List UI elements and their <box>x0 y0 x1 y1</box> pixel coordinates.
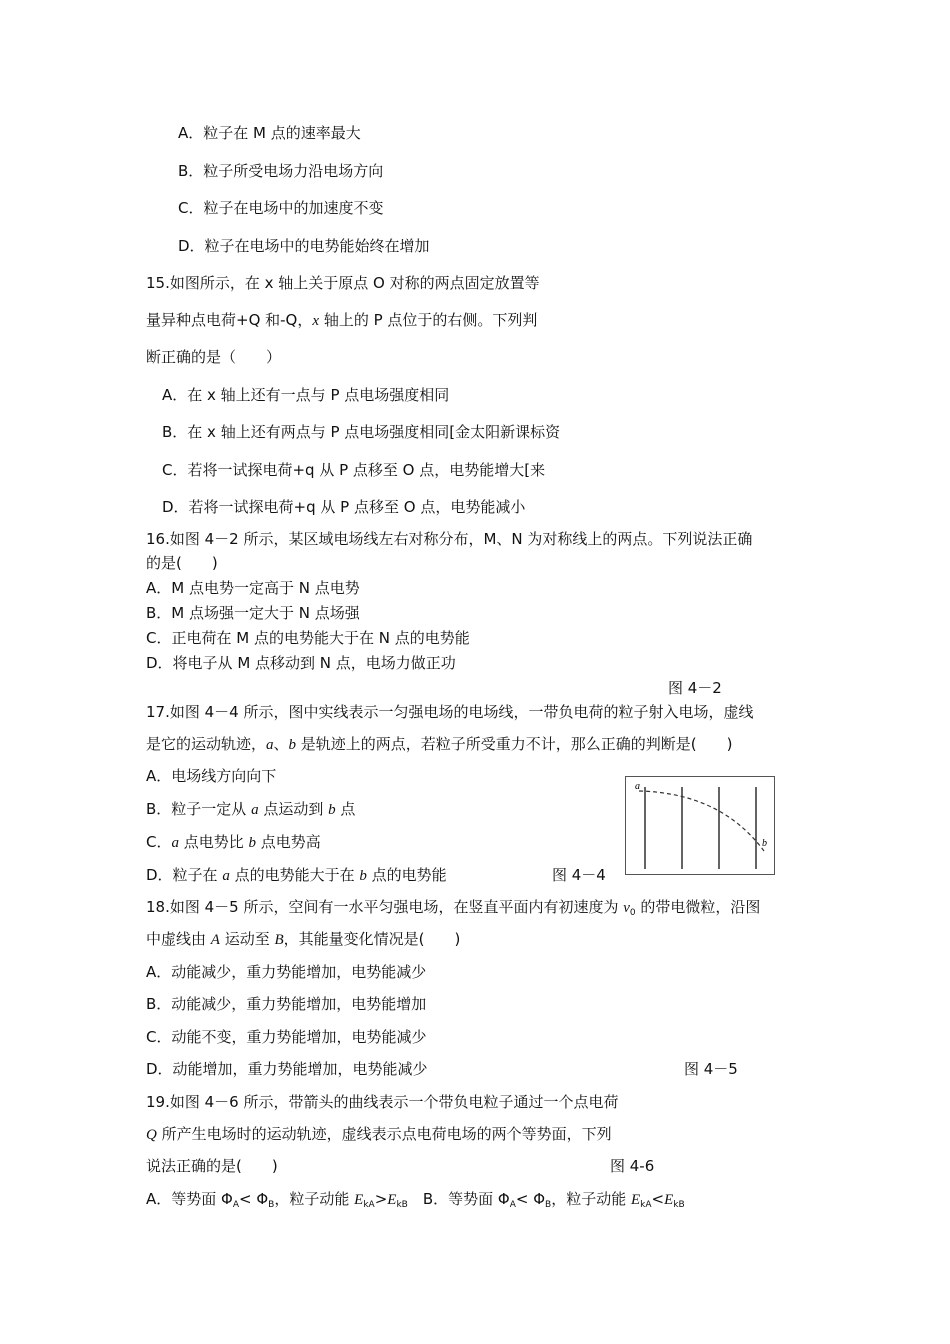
q18-stem-line1: 18.如图 4－5 所示，空间有一水平匀强电场，在竖直平面内有初速度为 $v_0$ 的带电微粒，沿图 <box>146 898 761 918</box>
q17-option-a: A．电场线方向向下 <box>146 767 277 785</box>
q16-stem-line2: 的是( ) <box>146 554 218 572</box>
q15-stem-line2: 量异种点电荷+Q 和-Q，x 轴上的 P 点位于的右侧。下列判 <box>146 311 538 329</box>
q18-figure-label: 图 4－5 <box>684 1060 738 1078</box>
q19-stem-line1: 19.如图 4－6 所示，带箭头的曲线表示一个带负电粒子通过一个点电荷 <box>146 1093 619 1111</box>
q19-figure-label: 图 4-6 <box>610 1157 655 1175</box>
q18-stem-line2: 中虚线由 A 运动至 B，其能量变化情况是( ) <box>146 930 461 948</box>
q15-stem-line1: 15.如图所示，在 x 轴上关于原点 O 对称的两点固定放置等 <box>146 274 540 292</box>
q16-option-b: B．M 点场强一定大于 N 点场强 <box>146 604 360 622</box>
q19-options-ab: A．等势面 $\Phi_A< \Phi_B$，粒子动能 $E_{kA}>E_{kB}$ B．等势面 $\Phi_A< \Phi_B$，粒子动能 $E_{kA}<E_{kB}$ <box>146 1190 685 1210</box>
figure-4-4 <box>625 776 775 875</box>
q16-option-c: C．正电荷在 M 点的电势能大于在 N 点的电势能 <box>146 629 470 647</box>
q17-stem-line2: 是它的运动轨迹，a、b 是轨迹上的两点，若粒子所受重力不计，那么正确的判断是( ) <box>146 735 733 753</box>
q18-option-a: A．动能减少，重力势能增加，电势能减少 <box>146 963 427 981</box>
q16-option-a: A．M 点电势一定高于 N 点电势 <box>146 579 360 597</box>
point-a-label: a <box>635 781 640 792</box>
point-b-label: b <box>762 838 767 849</box>
q17-option-c: C．a 点电势比 b 点电势高 <box>146 833 321 851</box>
q18-option-d: D．动能增加，重力势能增加，电势能减少 <box>146 1060 428 1078</box>
q14-option-c: C．粒子在电场中的加速度不变 <box>178 199 384 217</box>
q16-option-d: D．将电子从 M 点移动到 N 点，电场力做正功 <box>146 654 456 672</box>
q15-option-d: D．若将一试探电荷+q 从 P 点移至 O 点，电势能减小 <box>162 498 526 516</box>
q19-stem-line2: Q 所产生电场时的运动轨迹，虚线表示点电荷电场的两个等势面，下列 <box>146 1125 612 1143</box>
q17-option-b: B．粒子一定从 a 点运动到 b 点 <box>146 800 356 818</box>
trajectory-dashed <box>639 791 764 851</box>
q15-option-c: C．若将一试探电荷+q 从 P 点移至 O 点，电势能增大[来 <box>162 461 546 479</box>
q17-stem-line1: 17.如图 4－4 所示，图中实线表示一匀强电场的电场线，一带负电荷的粒子射入电场，虚线 <box>146 703 754 721</box>
q15-option-b: B．在 x 轴上还有两点与 P 点电场强度相同[金太阳新课标资 <box>162 423 561 441</box>
q17-figure-label: 图 4－4 <box>552 866 606 884</box>
q18-option-c: C．动能不变，重力势能增加，电势能减少 <box>146 1028 427 1046</box>
q15-option-a: A．在 x 轴上还有一点与 P 点电场强度相同 <box>162 386 450 404</box>
q18-option-b: B．动能减少，重力势能增加，电势能增加 <box>146 995 427 1013</box>
q15-stem-line3: 断正确的是（ ） <box>146 348 282 366</box>
q14-option-d: D．粒子在电场中的电势能始终在增加 <box>178 237 430 255</box>
q17-option-d: D．粒子在 a 点的电势能大于在 b 点的电势能 <box>146 866 447 884</box>
q19-stem-line3: 说法正确的是( ) <box>146 1157 278 1175</box>
q14-option-b: B．粒子所受电场力沿电场方向 <box>178 162 384 180</box>
q16-figure-label: 图 4－2 <box>668 679 722 697</box>
q14-option-a: A．粒子在 M 点的速率最大 <box>178 124 361 142</box>
q16-stem-line1: 16.如图 4－2 所示，某区域电场线左右对称分布，M、N 为对称线上的两点。下列说法正确 <box>146 530 753 548</box>
